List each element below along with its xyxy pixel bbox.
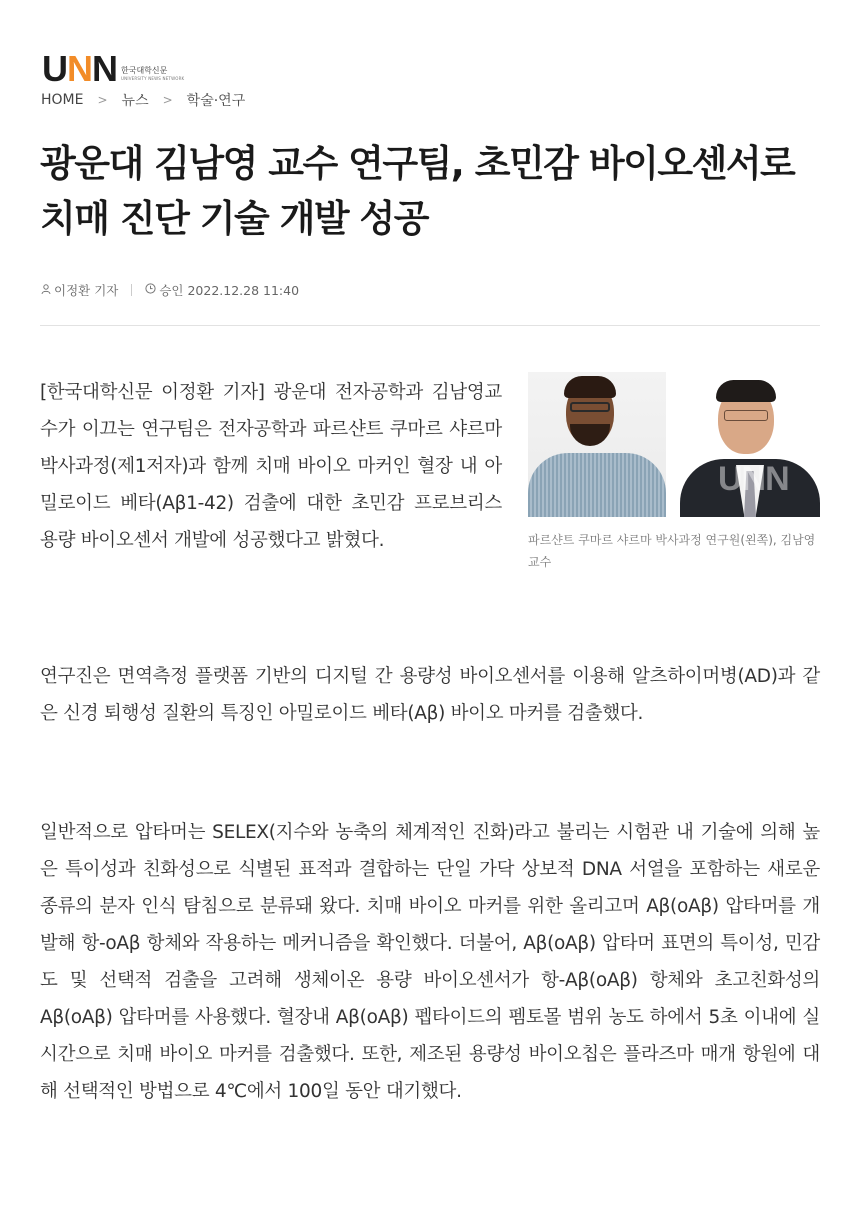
logo-mark: UNN <box>42 48 117 89</box>
header-divider <box>40 325 820 326</box>
clock-icon <box>145 283 156 297</box>
breadcrumb-section[interactable]: 학술·연구 <box>186 93 246 109</box>
article-paragraph: [한국대학신문 이정환 기자] 광운대 전자공학과 김남영교수가 이끄는 연구팀은 전자공학과 파르샨트 쿠마르 샤르마 박사과정(제1저자)과 함께 치매 바이오 마커인 혈장 내 아밀로이드 베타(Aβ1-42) 검출에 대한 초민감 프로브리스 용량 바이오센서 개발에 성공했다고 밝혔다. <box>40 382 502 551</box>
article-meta <box>41 281 299 299</box>
article-photo[interactable] <box>528 372 820 517</box>
logo-subtitle <box>121 66 184 82</box>
article-paragraph: 일반적으로 압타머는 SELEX(지수와 농축의 체계적인 진화)라고 불리는 시험관 내 기술에 의해 높은 특이성과 친화성으로 식별된 표적과 결합하는 단일 가닥 상보적 DNA 서열을 포함하는 새로운 종류의 분자 인식 탐침으로 분류돼 왔다. 치매 바이오 마커를 위한 올리고머 Aβ(oAβ) 압타머를 개발해 항-oAβ 항체와 작용하는 메커니즘을 확인했다. 더불어, Aβ(oAβ) 압타머 표면의 특이성, 민감도 및 선택적 검출을 고려해 생체이온 용량 바이오센서가 항-Aβ(oAβ) 항체와 초고친화성의 Aβ(oAβ) 압타머를 사용했다. 혈장내 Aβ(oAβ) 펩타이드의 펨토몰 범위 농도 하에서 5초 이내에 실시간으로 치매 바이오 마커를 검출했다. 또한, 제조된 용량성 바이오칩은 플라즈마 매개 항원에 대해 선택적인 방법으로 4℃에서 100일 동안 대기했다. <box>40 822 820 1102</box>
photo-watermark: UNN <box>718 460 789 498</box>
article-figure <box>528 372 820 573</box>
user-icon <box>41 284 51 297</box>
chevron-right-icon: > <box>97 93 108 107</box>
site-logo[interactable] <box>42 48 185 89</box>
breadcrumb-news[interactable]: 뉴스 <box>121 93 149 109</box>
article-paragraph: 연구진은 면역측정 플랫폼 기반의 디지털 간 용량성 바이오센서를 이용해 알츠하이머병(AD)과 같은 신경 퇴행성 질환의 특징인 아밀로이드 베타(Aβ) 바이오 마커를 검출했다. <box>40 666 820 724</box>
researcher-photo <box>528 372 666 517</box>
breadcrumb-home[interactable]: HOME <box>41 92 84 108</box>
publish-date: 승인 2022.12.28 11:40 <box>159 283 300 298</box>
author-name[interactable]: 이정환 기자 <box>54 283 119 298</box>
article-title: 광운대 김남영 교수 연구팀, 초민감 바이오센서로 치매 진단 기술 개발 성공 <box>40 142 795 240</box>
chevron-right-icon: > <box>162 93 173 107</box>
logo-korean-name: 한국대학신문 <box>121 66 168 75</box>
meta-divider <box>131 284 132 296</box>
professor-photo <box>680 372 820 517</box>
figure-caption: 파르샨트 쿠마르 샤르마 박사과정 연구원(왼쪽), 김남영 교수 <box>528 533 816 569</box>
logo-english-name: UNIVERSITY NEWS NETWORK <box>121 76 185 81</box>
breadcrumb <box>41 90 245 110</box>
